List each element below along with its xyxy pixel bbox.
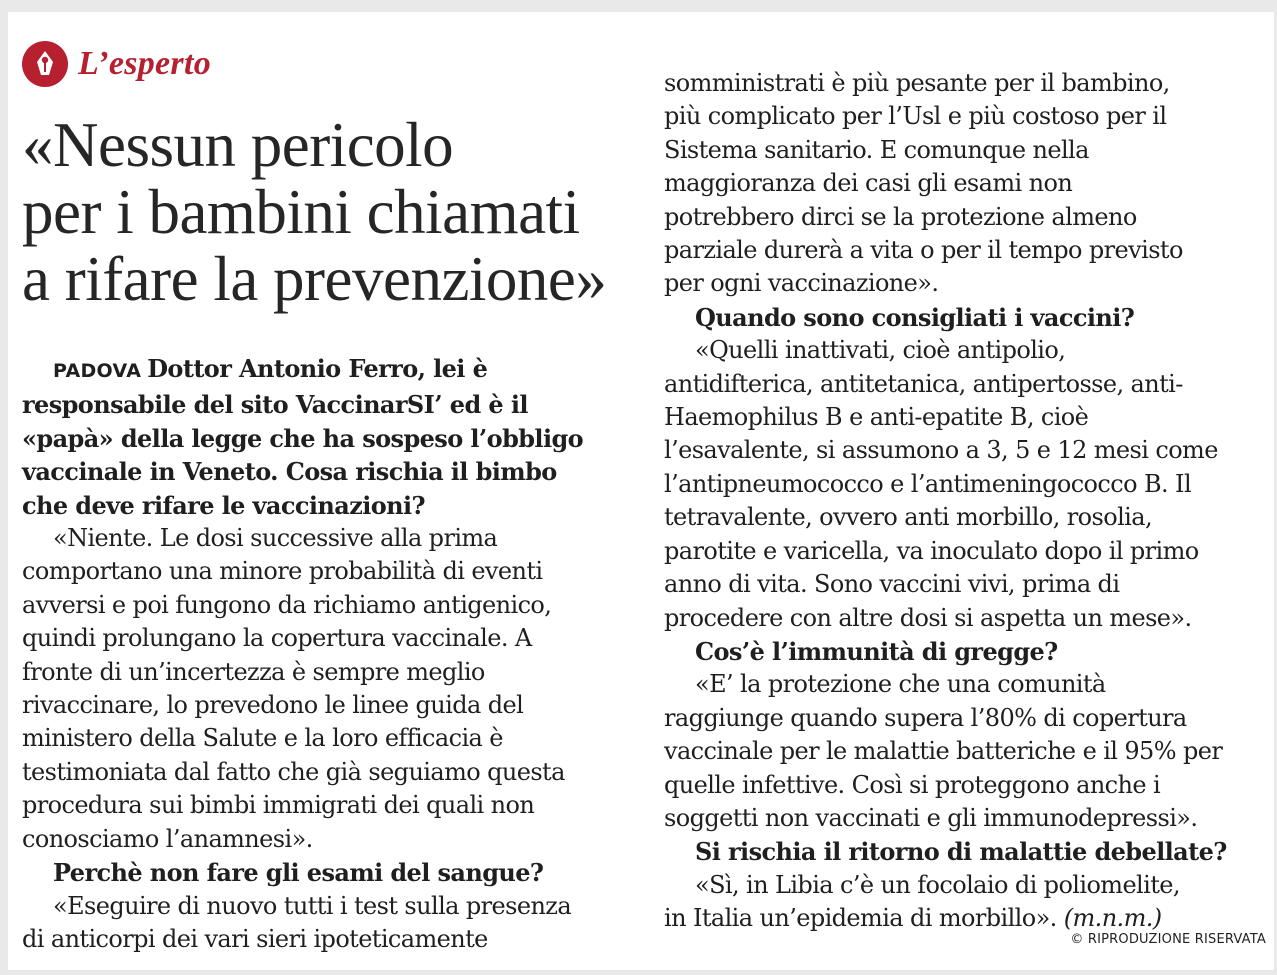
answer-line: «Quelli inattivati, cioè antipolio, [695,336,1066,365]
author-signature: (m.n.m.) [1063,904,1162,933]
question-line: che deve rifare le vaccinazioni? [22,490,425,520]
answer-line: antidifterica, antitetanica, antipertosse, anti- [664,369,1183,398]
answer-line: anno di vita. Sono vaccini vivi, prima di [664,570,1120,599]
answer-line: soggetti non vaccinati e gli immunodepressi». [664,803,1198,832]
question-line: Si rischia il ritorno di malattie debellate? [695,837,1227,867]
answer-line: Haemophilus B e anti-epatite B, cioè [664,403,1089,432]
question-line [22,352,637,388]
kicker [22,40,211,88]
answer-line: parziale durerà a vita o per il tempo previsto [664,236,1183,265]
answer-line: conosciamo l’anamnesi». [22,824,313,853]
answer-line: somministrati è più pesante per il bambino, [664,69,1170,97]
question-line: Perchè non fare gli esami del sangue? [53,858,544,888]
answer-line: potrebbero dirci se la protezione almeno [664,202,1137,231]
question-line: Quando sono consigliati i vaccini? [695,302,1135,332]
answer-line: vaccinale per le malattie batteriche e il 95% per [664,737,1223,766]
answer-line: quelle infettive. Così si proteggono anche i [664,770,1161,799]
answer-line: l’esavalente, si assumono a 3, 5 e 12 mesi come [664,436,1218,465]
answer-line: raggiunge quando supera l’80% di copertura [664,703,1187,732]
answer-line: parotite e varicella, va inoculato dopo il primo [664,536,1199,565]
headline [22,112,637,313]
question-text: Dottor Antonio Ferro, lei è [147,354,488,383]
question-line: responsabile del sito VaccinarSI’ ed è il [22,390,528,420]
kicker-label: L’esperto [78,45,212,82]
answer-line: maggioranza dei casi gli esami non [664,169,1073,198]
answer-line: «Niente. Le dosi successive alla prima [53,524,498,553]
answer-line: procedura sui bimbi immigrati dei quali non [22,791,535,820]
answer-line: più complicato per l’Usl e più costoso per il [664,102,1167,131]
answer-line: tetravalente, ovvero anti morbillo, rosolia, [664,503,1152,532]
headline-line: «Nessun pericolo [22,110,454,180]
answer-line: rivaccinare, lo prevedono le linee guida del [22,691,524,720]
question-line: Cos’è l’immunità di gregge? [695,636,1058,666]
answer-text: in Italia un’epidemia di morbillo». [664,904,1057,933]
article-body-right [664,67,1272,936]
headline-line: a rifare la prevenzione» [22,244,607,314]
answer-line: di anticorpi dei vari sieri ipoteticamente [22,924,488,953]
headline-line: per i bambini chiamati [22,177,580,247]
answer-line: testimoniata dal fatto che già seguiamo questa [22,757,565,786]
answer-line: Sistema sanitario. E comunque nella [664,135,1089,164]
copyright-notice: © RIPRODUZIONE RISERVATA [1070,932,1266,947]
pen-nib-icon [22,41,68,87]
answer-line: «Sì, in Libia c’è un focolaio di poliomelite, [695,870,1180,899]
article-body-left [22,352,637,956]
answer-line: procedere con altre dosi si aspetta un mese». [664,603,1192,632]
answer-line: «E’ la protezione che una comunità [695,670,1106,699]
question-line: vaccinale in Veneto. Cosa rischia il bimbo [22,457,557,487]
answer-line: per ogni vaccinazione». [664,269,939,298]
question-line: «papà» della legge che ha sospeso l’obbligo [22,423,584,453]
article-clipping [8,12,1274,970]
answer-line [664,902,1272,935]
answer-line: avversi e poi fungono da richiamo antigenico, [22,590,552,619]
answer-line: quindi prolungano la copertura vaccinale. A [22,624,532,653]
answer-line: l’antipneumococco e l’antimeningococco B. Il [664,469,1192,498]
answer-line: fronte di un’incertezza è sempre meglio [22,657,485,686]
answer-line: ministero della Salute e la loro efficacia è [22,724,503,753]
answer-line: comportano una minore probabilità di eventi [22,557,543,586]
answer-line: «Eseguire di nuovo tutti i test sulla presenza [53,891,572,920]
dateline: PADOVA [53,360,142,382]
